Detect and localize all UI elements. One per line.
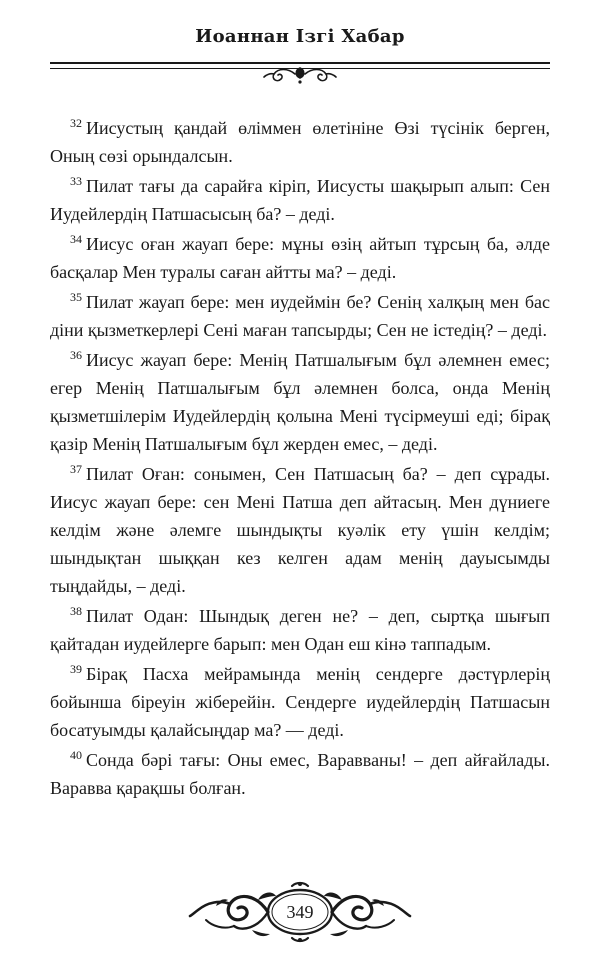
verse-36 — [50, 346, 550, 458]
verse-number: 34 — [70, 232, 82, 246]
verse-number: 36 — [70, 348, 82, 362]
verse-number: 40 — [70, 748, 82, 762]
verse-text: Пилат Оған: сонымен, Сен Патшасың ба? – деп сұрады. Иисус жауап бере: сен Мені Патша деп айтасың. Мен дүниеге келдім және әлемге шындықты куәлік ету үшін келдім; шындықтан шыққан кез келген адам менің дауысымды тыңдайды, – деді. — [50, 464, 550, 596]
verse-number: 32 — [70, 116, 82, 130]
verse-text: Иисус оған жауап бере: мұны өзің айтып тұрсың ба, әлде басқалар Мен туралы саған айтты ма? – деді. — [50, 234, 550, 282]
verse-text: Бірақ Пасха мейрамында менің сендерге дәстүрлерің бойынша біреуін жіберейін. Сендерге иудейлердің Патшасын босатуымды қалайсыңдар ма? — деді. — [50, 664, 550, 740]
verse-32 — [50, 114, 550, 170]
verse-number: 37 — [70, 462, 82, 476]
verse-number: 35 — [70, 290, 82, 304]
verse-text: Сонда бәрі тағы: Оны емес, Варавваны! – деп айғайлады. Варавва қарақшы болған. — [50, 750, 550, 798]
header-ornament-icon — [262, 64, 338, 86]
verse-text: Иисус жауап бере: Менің Патшалығым бұл әлемнен емес; егер Менің Патшалығым бұл әлемнен болса, онда Менің қызметшілерім Иудейлердің қолына Мені түсірмеуші еді; бірақ қазір Менің Патшалығым бұл жерден емес, – деді. — [50, 350, 550, 454]
verse-37 — [50, 460, 550, 600]
verse-39 — [50, 660, 550, 744]
verse-34 — [50, 230, 550, 286]
verse-text: Пилат Одан: Шындық деген не? – деп, сыртқа шығып қайтадан иудейлерге барып: мен Одан еш кінә таппадым. — [50, 606, 550, 654]
verse-33 — [50, 172, 550, 228]
verse-number: 38 — [70, 604, 82, 618]
chapter-body — [50, 114, 550, 804]
verse-number: 33 — [70, 174, 82, 188]
verse-text: Пилат жауап бере: мен иудеймін бе? Сенің халқың мен бас діни қызметкерлері Сені маған тапсырды; Сен не істедің? – деді. — [50, 292, 550, 340]
verse-38 — [50, 602, 550, 658]
verse-text: Иисустың қандай өліммен өлетініне Өзі түсінік берген, Оның сөзі орындалсын. — [50, 118, 550, 166]
verse-text: Пилат тағы да сарайға кіріп, Иисусты шақырып алып: Сен Иудейлердің Патшасысың ба? – деді. — [50, 176, 550, 224]
page-number: 349 — [286, 902, 314, 922]
verse-35 — [50, 288, 550, 344]
verse-40 — [50, 746, 550, 802]
verse-number: 39 — [70, 662, 82, 676]
running-header-title: Иоаннан Ізгі Хабар — [195, 26, 405, 47]
